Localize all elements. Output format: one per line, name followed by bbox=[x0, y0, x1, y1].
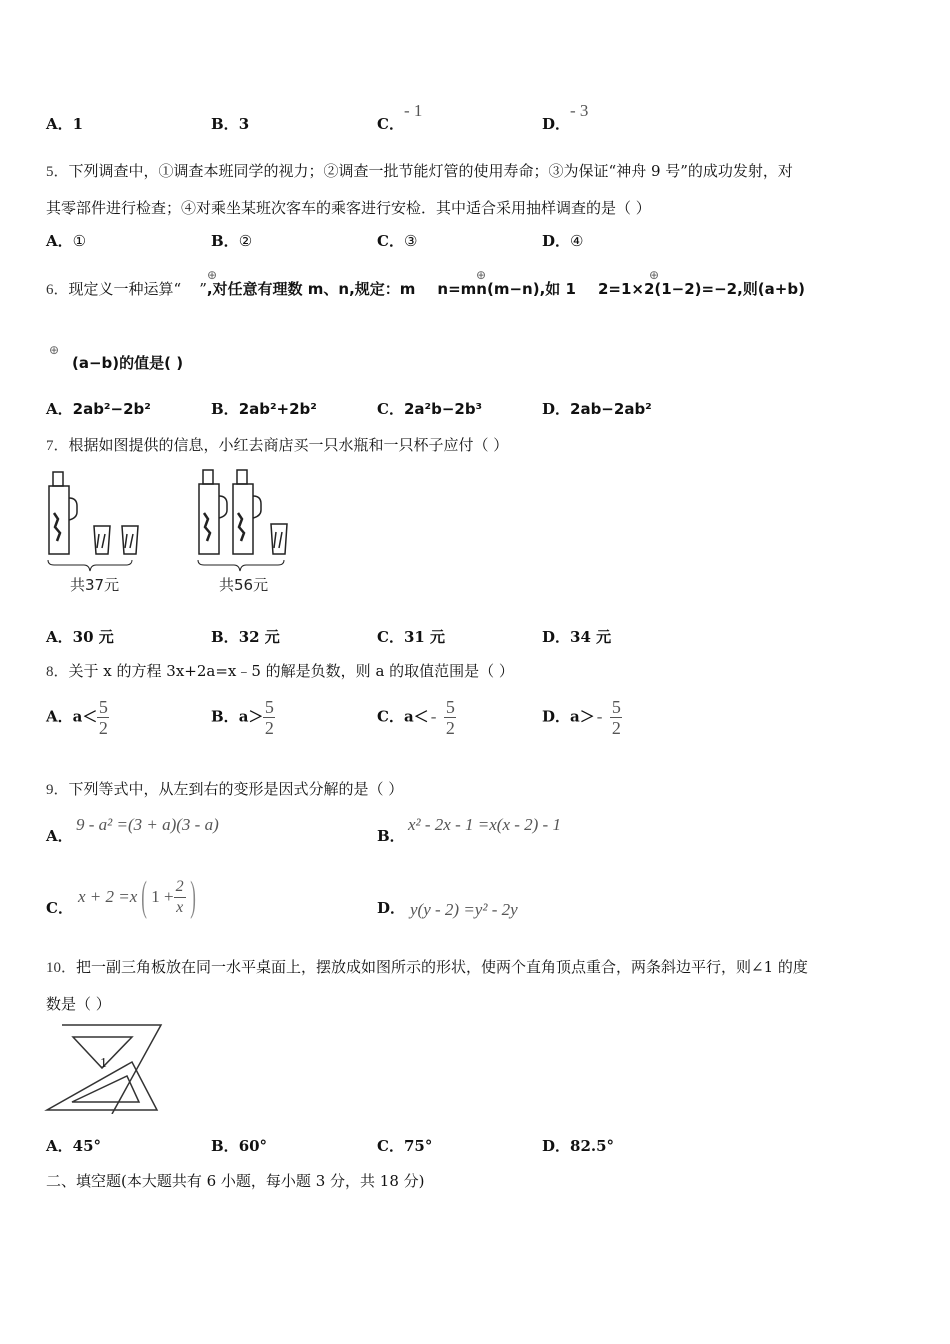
fraction bbox=[97, 697, 109, 738]
q10-line2: 数是（ ） bbox=[46, 995, 111, 1013]
q9-option-d-expression: y(y - 2) =y² - 2y bbox=[410, 900, 518, 919]
q8-question bbox=[46, 661, 514, 682]
left-paren: ( bbox=[141, 874, 148, 920]
q7-question bbox=[46, 435, 508, 456]
option-letter: D． bbox=[377, 899, 406, 917]
option-letter: B． bbox=[211, 628, 239, 646]
option-value: 60° bbox=[238, 1137, 268, 1155]
q7-option-b bbox=[211, 627, 280, 647]
triangle-bottom-inner bbox=[72, 1076, 139, 1102]
option-letter: C． bbox=[377, 707, 404, 726]
option-letter: B． bbox=[377, 827, 405, 845]
option-letter: A． bbox=[46, 1137, 73, 1155]
option-prefix: a＜ bbox=[403, 707, 429, 726]
expression-part: 1 + bbox=[151, 887, 174, 906]
option-value: 32 元 bbox=[238, 628, 280, 646]
question-number: 10． bbox=[46, 960, 77, 976]
q4-option-d bbox=[542, 101, 589, 134]
option-letter: A． bbox=[46, 827, 73, 845]
q9-option-b bbox=[377, 826, 405, 846]
q5-line2: 其零部件进行检查；④对乘坐某班次客车的乘客进行安检．其中适合采用抽样调查的是（ ） bbox=[46, 199, 651, 217]
option-letter: A． bbox=[46, 115, 73, 133]
q5-option-c bbox=[377, 231, 417, 251]
q9-option-b-expression: x² - 2x - 1 =x(x - 2) - 1 bbox=[408, 815, 561, 834]
q9-option-a bbox=[46, 826, 73, 846]
figure-label-37: 共37元 bbox=[70, 576, 120, 594]
question-text: 下列调查中，①调查本班同学的视力；②调查一批节能灯管的使用寿命；③为保证“神舟 9 号”的成功发射，对 bbox=[68, 162, 793, 180]
option-value: 3 bbox=[238, 115, 250, 133]
option-value: 2ab²−2b² bbox=[72, 400, 151, 418]
q10-option-c bbox=[377, 1136, 432, 1156]
numerator: 5 bbox=[611, 697, 621, 717]
option-value: 2ab²+2b² bbox=[238, 400, 317, 418]
option-value: 34 元 bbox=[570, 628, 612, 646]
cup-icon bbox=[122, 526, 138, 554]
right-paren: ) bbox=[189, 874, 196, 920]
option-value: - 3 bbox=[570, 101, 589, 120]
question-text: n=mn(m−n),如 1 bbox=[437, 280, 576, 298]
question-number: 9． bbox=[46, 782, 69, 798]
option-letter: B． bbox=[211, 400, 239, 418]
option-value: 2a²b−2b³ bbox=[403, 400, 483, 418]
q10-option-a bbox=[46, 1136, 101, 1156]
fraction bbox=[610, 697, 622, 738]
cup-icon bbox=[94, 526, 110, 554]
option-letter: B． bbox=[211, 707, 239, 726]
question-text: 2=1×2(1−2)=−2,则(a+b) bbox=[597, 280, 805, 298]
q9-option-c bbox=[46, 898, 73, 918]
numerator: 5 bbox=[98, 697, 108, 717]
option-value: 30 元 bbox=[72, 628, 114, 646]
option-letter: A． bbox=[46, 400, 73, 418]
option-sign: - bbox=[430, 706, 437, 726]
option-letter: C． bbox=[377, 115, 404, 133]
option-letter: B． bbox=[211, 115, 239, 133]
option-letter: C． bbox=[377, 1137, 404, 1155]
bottle-icon bbox=[49, 472, 77, 554]
question-text: ,对任意有理数 m、n,规定：m bbox=[206, 280, 416, 298]
cup-icon bbox=[271, 524, 287, 554]
q9-option-d bbox=[377, 898, 405, 918]
option-letter: D． bbox=[542, 400, 571, 418]
option-value: 75° bbox=[403, 1137, 433, 1155]
q8-option-a bbox=[46, 697, 109, 738]
section-heading: 二、填空题(本大题共有 6 小题，每小题 3 分，共 18 分) bbox=[46, 1172, 425, 1190]
q6-option-d bbox=[542, 399, 652, 419]
oplus-icon: ⊕ bbox=[649, 268, 660, 282]
option-letter: D． bbox=[542, 628, 571, 646]
option-value: 2ab−2ab² bbox=[570, 400, 652, 418]
question-text: 现定义一种运算“ bbox=[68, 280, 182, 298]
oplus-icon: ⊕ bbox=[476, 268, 487, 282]
bottle-icon bbox=[199, 470, 227, 554]
numerator: 5 bbox=[264, 697, 274, 717]
q5-option-d bbox=[542, 231, 583, 251]
option-letter: A． bbox=[46, 628, 73, 646]
q7-option-c bbox=[377, 627, 445, 647]
q5-option-b bbox=[211, 231, 252, 251]
oplus-icon: ⊕ bbox=[207, 268, 218, 282]
q6-line1 bbox=[46, 279, 805, 300]
q5-option-a bbox=[46, 231, 86, 251]
option-letter: D． bbox=[542, 115, 571, 133]
denominator: 2 bbox=[611, 718, 621, 738]
option-letter: A． bbox=[46, 232, 73, 250]
bottles-cups-figure bbox=[44, 468, 304, 578]
option-letter: B． bbox=[211, 232, 239, 250]
q9-option-a-expression: 9 - a² =(3 + a)(3 - a) bbox=[76, 815, 219, 834]
oplus-icon: ⊕ bbox=[49, 343, 60, 357]
option-letter: D． bbox=[542, 232, 571, 250]
option-letter: B． bbox=[211, 1137, 239, 1155]
q7-option-d bbox=[542, 627, 611, 647]
q6-line2: (a−b)的值是( ) bbox=[72, 354, 184, 372]
question-text: ” bbox=[199, 280, 207, 298]
q6-option-b bbox=[211, 399, 317, 419]
q10-line1 bbox=[46, 957, 808, 978]
denominator: 2 bbox=[98, 718, 108, 738]
option-value: ② bbox=[238, 232, 253, 250]
triangle-top bbox=[62, 1025, 161, 1114]
option-sign: - bbox=[596, 706, 603, 726]
option-letter: C． bbox=[377, 628, 404, 646]
q6-option-a bbox=[46, 399, 151, 419]
denominator: x bbox=[176, 898, 184, 916]
q7-option-a bbox=[46, 627, 114, 647]
fraction bbox=[174, 877, 186, 918]
q4-option-b bbox=[211, 114, 249, 134]
option-letter: A． bbox=[46, 707, 73, 726]
numerator: 2 bbox=[175, 877, 184, 895]
question-text: 根据如图提供的信息，小红去商店买一只水瓶和一只杯子应付（ ） bbox=[68, 436, 509, 454]
option-letter: C． bbox=[377, 400, 404, 418]
figure-label-56: 共56元 bbox=[219, 576, 269, 594]
option-letter: D． bbox=[542, 1137, 571, 1155]
option-value: ① bbox=[72, 232, 87, 250]
question-number: 5． bbox=[46, 164, 69, 180]
option-letter: C． bbox=[377, 232, 404, 250]
expression-part: x + 2 =x bbox=[78, 887, 138, 906]
denominator: 2 bbox=[264, 718, 274, 738]
option-letter: C． bbox=[46, 899, 73, 917]
question-text: 把一副三角板放在同一水平桌面上，摆放成如图所示的形状，使两个直角顶点重合，两条斜边平行，则∠1 的度 bbox=[76, 958, 808, 976]
q10-option-d bbox=[542, 1136, 614, 1156]
angle-label: 1 bbox=[100, 1056, 107, 1071]
option-value: 1 bbox=[72, 115, 84, 133]
fraction bbox=[263, 697, 275, 738]
numerator: 5 bbox=[445, 697, 455, 717]
option-prefix: a＜ bbox=[72, 707, 98, 726]
question-number: 8． bbox=[46, 664, 69, 680]
option-value: 45° bbox=[72, 1137, 102, 1155]
option-prefix: a＞ bbox=[238, 707, 264, 726]
question-number: 7． bbox=[46, 438, 69, 454]
option-value: 31 元 bbox=[403, 628, 446, 646]
q9-question bbox=[46, 779, 403, 800]
q8-option-d bbox=[542, 697, 622, 738]
option-prefix: a＞ bbox=[570, 707, 595, 726]
question-text: 关于 x 的方程 3x+2a=x﹣5 的解是负数，则 a 的取值范围是（ ） bbox=[68, 662, 514, 680]
q5-line1 bbox=[46, 161, 793, 182]
option-value: ④ bbox=[570, 232, 584, 250]
option-value: ③ bbox=[403, 232, 418, 250]
q10-option-b bbox=[211, 1136, 267, 1156]
option-value: 82.5° bbox=[570, 1137, 615, 1155]
q8-option-c bbox=[377, 697, 456, 738]
q9-option-c-expression bbox=[78, 875, 200, 919]
q4-option-c bbox=[377, 101, 423, 134]
option-value: - 1 bbox=[403, 101, 423, 120]
fraction bbox=[444, 697, 456, 738]
q4-option-a bbox=[46, 114, 83, 134]
bottle-icon bbox=[233, 470, 261, 554]
question-text: 下列等式中，从左到右的变形是因式分解的是（ ） bbox=[68, 780, 404, 798]
q6-option-c bbox=[377, 399, 482, 419]
q8-option-b bbox=[211, 697, 275, 738]
option-letter: D． bbox=[542, 707, 571, 726]
denominator: 2 bbox=[445, 718, 455, 738]
question-number: 6． bbox=[46, 282, 69, 298]
